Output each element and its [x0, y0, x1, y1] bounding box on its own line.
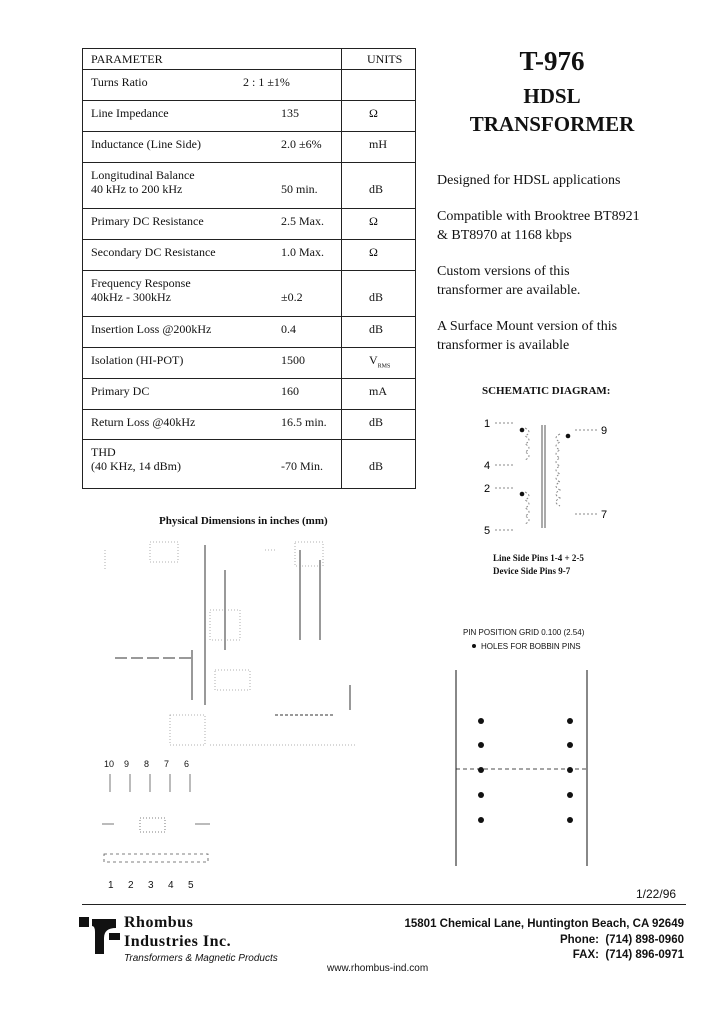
footprint-pin-number: 3 [148, 880, 154, 891]
row-parameter: Insertion Loss @200kHz [91, 322, 212, 336]
company-name-line1: Rhombus [124, 914, 194, 931]
dimensions-drawing [95, 530, 375, 758]
part-number: T-976 [519, 46, 585, 76]
pin-label-1: 1 [484, 418, 491, 430]
row-value: 0.4 [281, 322, 296, 336]
row-unit-text: dB [369, 322, 384, 336]
row-unit-text: dB [369, 415, 384, 429]
company-tagline: Transformers & Magnetic Products [124, 953, 278, 964]
fax-label: FAX: [572, 949, 599, 961]
row-parameter: THD [91, 445, 116, 459]
pin-grid-diagram [440, 660, 620, 870]
table-row [83, 409, 415, 440]
row-unit [369, 137, 387, 151]
footprint-pin-number: 5 [188, 880, 194, 891]
footprint-pin-number: 8 [144, 759, 150, 769]
row-unit [369, 459, 383, 473]
row-unit-text: Ω [369, 214, 378, 228]
row-parameter-detail: 40kHz - 300kHz [91, 290, 171, 304]
row-unit [369, 182, 383, 196]
row-value: 2.0 ±6% [281, 137, 322, 151]
description-p3b: transformer are available. [437, 283, 581, 298]
description-p4a: A Surface Mount version of this [437, 319, 618, 334]
row-parameter: Frequency Response [91, 276, 191, 290]
footprint-pin-number: 10 [104, 759, 115, 769]
pin-label-4: 4 [484, 460, 491, 472]
row-unit-text: Ω [369, 106, 378, 120]
table-row [83, 270, 415, 317]
company-phone-line [560, 934, 684, 946]
row-parameter: Primary DC [91, 384, 150, 398]
header-parameter: PARAMETER [91, 52, 163, 66]
row-value: 16.5 min. [281, 415, 327, 429]
footprint-pin-number: 9 [124, 759, 130, 769]
row-unit-text: dB [369, 459, 384, 473]
row-value: 1.0 Max. [281, 245, 324, 259]
table-row [83, 100, 415, 132]
row-unit-text: Ω [369, 245, 378, 259]
row-value: 160 [281, 384, 299, 398]
footprint-drawing [100, 768, 220, 868]
product-title-line2: TRANSFORMER [469, 112, 635, 136]
schematic-title: SCHEMATIC DIAGRAM: [482, 385, 611, 397]
dimensions-title: Physical Dimensions in inches (mm) [159, 515, 328, 527]
pin-grid-legend: HOLES FOR BOBBIN PINS [481, 642, 581, 651]
pin-label-7: 7 [601, 509, 608, 521]
table-row [83, 69, 415, 101]
header-units: UNITS [367, 52, 403, 66]
row-value: ±0.2 [281, 290, 303, 304]
pin-grid-title: PIN POSITION GRID 0.100 (2.54) [463, 628, 585, 637]
row-unit-text: V [369, 353, 378, 367]
phone-number: (714) 898-0960 [605, 934, 684, 946]
row-parameter-detail: (40 KHz, 14 dBm) [91, 459, 181, 473]
footer-divider [82, 904, 686, 905]
table-row [83, 239, 415, 271]
spec-table [82, 48, 416, 489]
description-p2a: Compatible with Brooktree BT8921 [437, 209, 640, 224]
schematic-caption-device: Device Side Pins 9-7 [493, 566, 571, 576]
table-row [83, 378, 415, 410]
row-parameter-detail: 40 kHz to 200 kHz [91, 182, 183, 196]
row-unit [369, 353, 390, 373]
row-parameter: Turns Ratio [91, 75, 148, 89]
company-fax-line [573, 949, 684, 961]
row-parameter: Return Loss @40kHz [91, 415, 196, 429]
schematic-caption-line: Line Side Pins 1-4 + 2-5 [493, 553, 584, 563]
row-parameter: Isolation (HI-POT) [91, 353, 184, 367]
row-unit-text: mH [369, 137, 387, 151]
description-p3a: Custom versions of this [437, 264, 570, 279]
row-value: 2.5 Max. [281, 214, 324, 228]
row-parameter: Secondary DC Resistance [91, 245, 216, 259]
pin-label-2: 2 [484, 483, 491, 495]
footprint-pin-number: 7 [164, 759, 170, 769]
row-unit [369, 322, 383, 336]
table-row [83, 162, 415, 209]
description-p4b: transformer is available [437, 338, 570, 353]
row-parameter: Primary DC Resistance [91, 214, 204, 228]
description-p1: Designed for HDSL applications [437, 173, 621, 188]
table-row [83, 131, 415, 163]
row-unit [369, 290, 383, 304]
company-address: 15801 Chemical Lane, Huntington Beach, CA 92649 [404, 918, 684, 930]
row-parameter: Inductance (Line Side) [91, 137, 201, 151]
row-value: 2 : 1 ±1% [243, 75, 290, 89]
fax-number: (714) 896-0971 [605, 949, 684, 961]
table-row [83, 347, 415, 379]
company-website: www.rhombus-ind.com [327, 963, 429, 974]
row-unit [369, 106, 378, 120]
table-row [83, 208, 415, 240]
row-unit-text: mA [369, 384, 387, 398]
row-value: 135 [281, 106, 299, 120]
row-value: 50 min. [281, 182, 318, 196]
footprint-pin-number: 2 [128, 880, 134, 891]
phone-label: Phone: [559, 934, 599, 946]
row-unit [369, 245, 378, 259]
pin-grid-legend-dot [472, 644, 476, 648]
table-row [83, 439, 415, 490]
revision-date: 1/22/96 [636, 887, 677, 901]
row-parameter: Longitudinal Balance [91, 168, 195, 182]
schematic-diagram [470, 410, 630, 540]
table-row [83, 316, 415, 348]
product-title-line1: HDSL [523, 84, 581, 108]
row-unit-subscript: RMS [377, 363, 391, 370]
rhombus-logo-icon [78, 916, 122, 956]
row-unit [369, 384, 387, 398]
row-unit [369, 214, 378, 228]
pin-label-5: 5 [484, 525, 491, 537]
footprint-pin-number: 6 [184, 759, 190, 769]
footprint-pin-number: 1 [108, 880, 114, 891]
row-parameter: Line Impedance [91, 106, 169, 120]
footprint-pin-number: 4 [168, 880, 174, 891]
description-p2b: & BT8970 at 1168 kbps [437, 228, 572, 243]
row-value: -70 Min. [281, 459, 323, 473]
table-header-row [83, 49, 415, 69]
pin-label-9: 9 [601, 425, 608, 437]
row-value: 1500 [281, 353, 305, 367]
row-unit-text: dB [369, 290, 384, 304]
row-unit-text: dB [369, 182, 384, 196]
company-name-line2: Industries Inc. [124, 933, 232, 950]
row-unit [369, 415, 383, 429]
